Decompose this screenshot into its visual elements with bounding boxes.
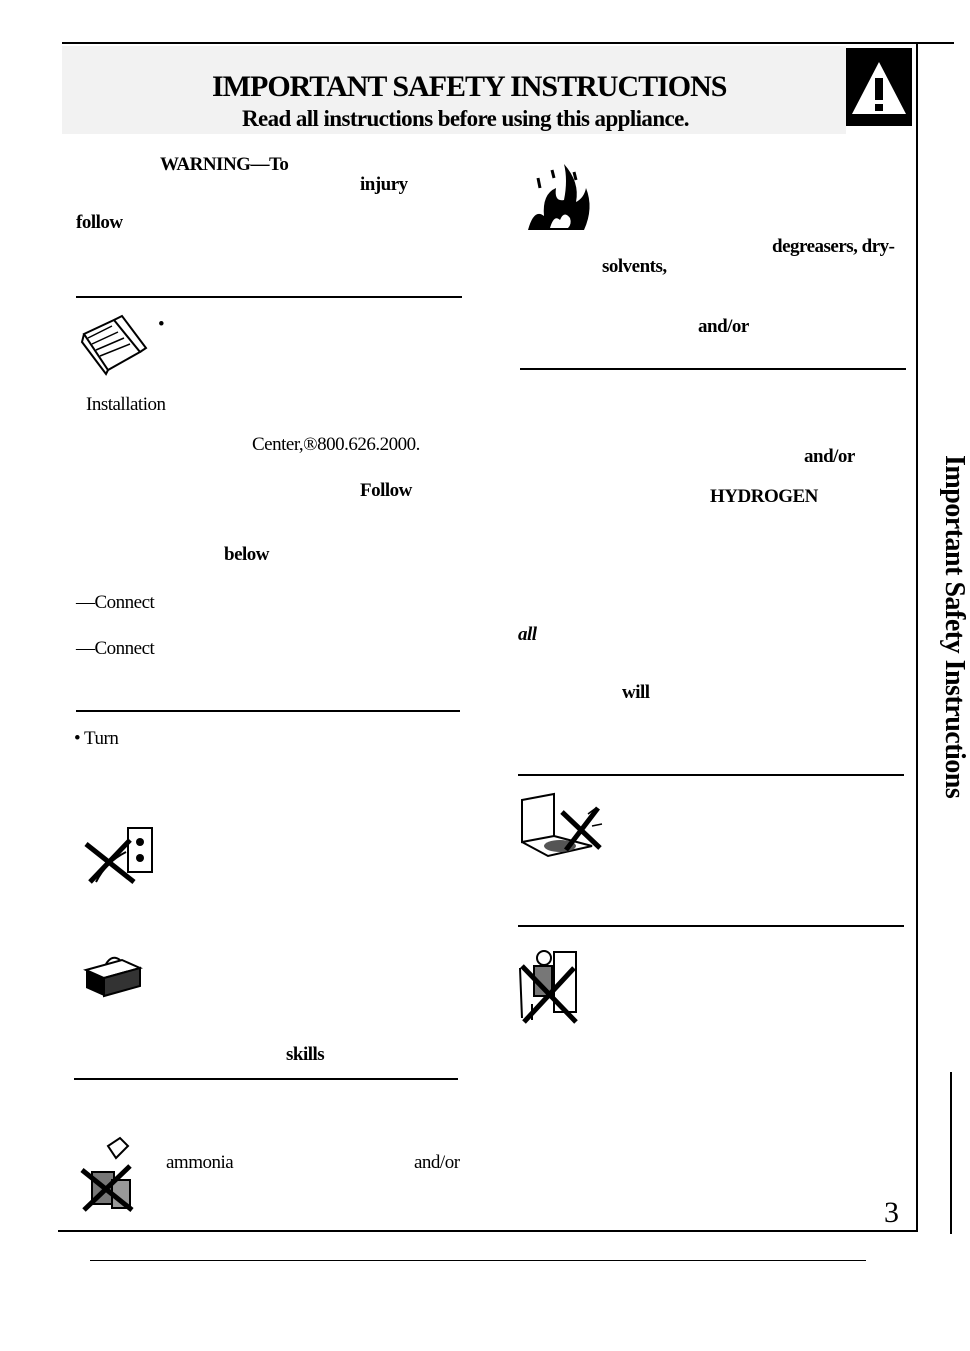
connect-text-2: —Connect — [76, 638, 155, 659]
bullet-1: • — [158, 314, 165, 335]
installation-text: Installation — [86, 394, 166, 415]
page-number: 3 — [884, 1196, 899, 1229]
manual-book-icon — [78, 312, 148, 376]
connect-text-1: —Connect — [76, 592, 155, 613]
turn-text: • Turn — [74, 728, 119, 749]
footer-rule — [58, 1230, 918, 1232]
andor-text-right-2: and/or — [804, 446, 855, 467]
ammonia-text: ammonia — [166, 1152, 234, 1173]
fire-icon — [524, 158, 594, 234]
all-text: all — [518, 624, 537, 645]
follow-text-2: Follow — [360, 480, 412, 501]
left-divider-1 — [76, 296, 462, 298]
andor-text-right-1: and/or — [698, 316, 749, 337]
toolbox-icon — [82, 952, 144, 998]
right-frame-line — [916, 44, 918, 1232]
right-divider-2 — [518, 774, 904, 776]
right-divider-1 — [520, 368, 906, 370]
hydrogen-text: HYDROGEN — [710, 486, 818, 507]
below-text: below — [224, 544, 269, 565]
warning-label: WARNING—To — [160, 154, 289, 175]
skills-text: skills — [286, 1044, 325, 1065]
left-divider-3 — [74, 1078, 458, 1080]
footer-thin-rule — [90, 1260, 866, 1261]
right-divider-3 — [518, 925, 904, 927]
no-ammonia-bleach-icon — [78, 1136, 138, 1214]
no-unplug-icon — [76, 822, 158, 888]
will-text: will — [622, 682, 650, 703]
warning-box — [846, 48, 912, 126]
side-section-title: Important Safety Instructions — [939, 455, 970, 799]
page-subtitle: Read all instructions before using this appliance. — [242, 106, 689, 131]
injury-text: injury — [360, 174, 408, 195]
page-title: IMPORTANT SAFETY INSTRUCTIONS — [212, 70, 727, 103]
solvents-text: solvents, — [602, 256, 667, 277]
top-rule — [62, 42, 954, 44]
follow-text: follow — [76, 212, 123, 233]
andor-text-left: and/or — [414, 1152, 460, 1173]
phone-text: Center,®800.626.2000. — [252, 434, 420, 455]
right-frame-bottom-line — [950, 1072, 952, 1234]
no-washer-reach-icon — [518, 790, 604, 860]
left-divider-2 — [76, 710, 460, 712]
degreasers-text: degreasers, dry- — [772, 236, 895, 257]
no-child-climb-icon — [518, 944, 582, 1026]
warning-triangle-icon — [846, 48, 912, 126]
